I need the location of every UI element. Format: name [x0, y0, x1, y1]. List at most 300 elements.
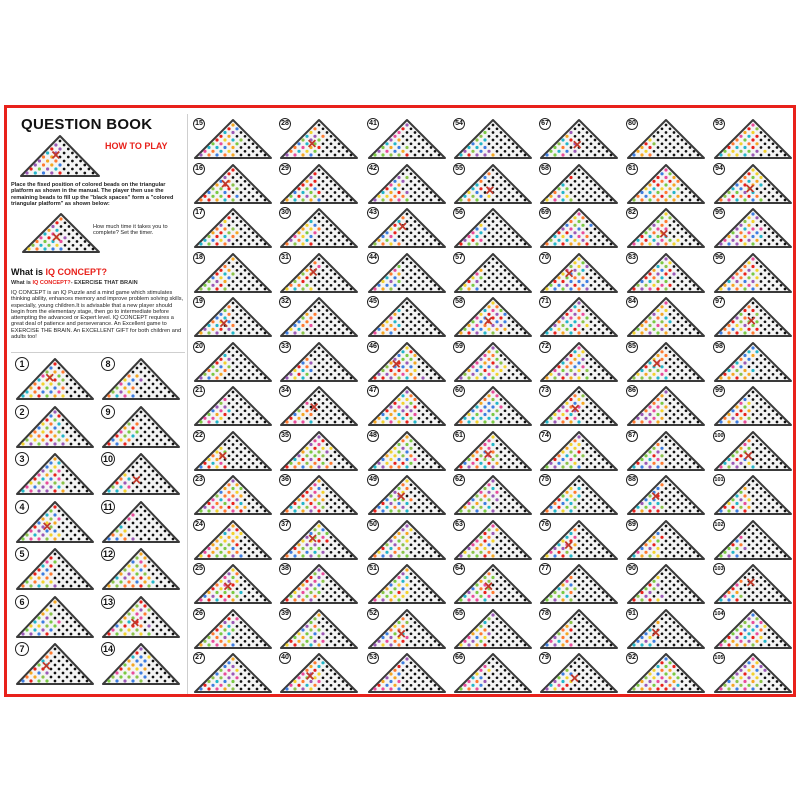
empty-hole — [310, 280, 313, 283]
empty-hole — [62, 664, 65, 667]
empty-hole — [594, 458, 597, 461]
empty-hole — [500, 220, 503, 223]
empty-hole — [500, 576, 503, 579]
color-bead — [565, 187, 568, 190]
color-bead — [668, 261, 671, 264]
empty-hole — [598, 676, 601, 679]
empty-hole — [598, 372, 601, 375]
empty-hole — [414, 317, 417, 320]
puzzle-number: 32 — [279, 296, 291, 308]
empty-hole — [602, 688, 605, 691]
empty-hole — [665, 599, 668, 602]
empty-hole — [693, 550, 696, 553]
empty-hole — [248, 332, 251, 335]
color-bead — [479, 135, 482, 138]
color-bead — [393, 328, 396, 331]
color-bead — [41, 517, 44, 520]
empty-hole — [508, 228, 511, 231]
color-bead — [49, 556, 52, 559]
empty-hole — [228, 224, 231, 227]
empty-hole — [681, 198, 684, 201]
empty-hole — [338, 187, 341, 190]
color-bead — [397, 420, 400, 423]
empty-hole — [508, 554, 511, 557]
empty-hole — [697, 198, 700, 201]
empty-hole — [748, 365, 751, 368]
empty-hole — [168, 581, 171, 584]
color-bead — [285, 198, 288, 201]
color-bead — [483, 131, 486, 134]
empty-hole — [406, 613, 409, 616]
color-bead — [751, 212, 754, 215]
empty-hole — [677, 142, 680, 145]
empty-hole — [578, 636, 581, 639]
color-bead — [561, 635, 564, 638]
empty-hole — [594, 287, 597, 290]
color-bead — [668, 179, 671, 182]
empty-hole — [484, 688, 487, 691]
empty-hole — [504, 550, 507, 553]
color-bead — [751, 220, 754, 223]
empty-hole — [516, 636, 519, 639]
color-bead — [289, 684, 292, 687]
color-bead — [751, 346, 754, 349]
color-bead — [413, 405, 416, 408]
empty-hole — [508, 591, 511, 594]
color-bead — [573, 587, 576, 590]
empty-hole — [75, 172, 78, 175]
color-bead — [297, 595, 300, 598]
empty-hole — [669, 446, 672, 449]
color-bead — [491, 465, 494, 468]
color-bead — [467, 331, 470, 334]
empty-hole — [520, 684, 523, 687]
empty-hole — [492, 183, 495, 186]
color-bead — [131, 537, 134, 540]
empty-hole — [256, 688, 259, 691]
color-bead — [664, 279, 667, 282]
puzzle-number: 54 — [453, 118, 465, 130]
color-bead — [227, 313, 230, 316]
empty-hole — [236, 150, 239, 153]
empty-hole — [338, 595, 341, 598]
color-bead — [309, 227, 312, 230]
color-bead — [135, 675, 138, 678]
empty-hole — [330, 194, 333, 197]
empty-hole — [512, 239, 515, 242]
empty-hole — [693, 684, 696, 687]
color-bead — [131, 386, 134, 389]
puzzle-card — [193, 430, 273, 472]
color-bead — [640, 502, 643, 505]
empty-hole — [80, 236, 83, 239]
color-bead — [199, 509, 202, 512]
color-bead — [297, 461, 300, 464]
empty-hole — [236, 439, 239, 442]
color-bead — [131, 378, 134, 381]
color-bead — [561, 583, 564, 586]
empty-hole — [504, 276, 507, 279]
puzzle-number: 89 — [626, 519, 638, 531]
color-bead — [377, 595, 380, 598]
empty-hole — [677, 491, 680, 494]
empty-hole — [160, 383, 163, 386]
empty-hole — [586, 539, 589, 542]
empty-hole — [602, 191, 605, 194]
puzzle-card — [539, 652, 619, 694]
empty-hole — [326, 487, 329, 490]
empty-hole — [326, 421, 329, 424]
empty-hole — [58, 565, 61, 568]
color-bead — [405, 457, 408, 460]
empty-hole — [66, 525, 69, 528]
empty-hole — [342, 458, 345, 461]
empty-hole — [74, 478, 77, 481]
empty-hole — [140, 537, 143, 540]
empty-hole — [500, 198, 503, 201]
color-bead — [285, 598, 288, 601]
color-bead — [401, 454, 404, 457]
puzzle-triangle — [626, 474, 706, 516]
empty-hole — [772, 194, 775, 197]
color-bead — [483, 591, 486, 594]
color-bead — [289, 506, 292, 509]
color-bead — [573, 350, 576, 353]
empty-hole — [164, 482, 167, 485]
empty-hole — [673, 354, 676, 357]
empty-hole — [54, 616, 57, 619]
empty-hole — [500, 176, 503, 179]
empty-hole — [418, 446, 421, 449]
empty-hole — [70, 616, 73, 619]
color-bead — [475, 227, 478, 230]
empty-hole — [772, 142, 775, 145]
empty-hole — [677, 328, 680, 331]
empty-hole — [78, 482, 81, 485]
empty-hole — [582, 372, 585, 375]
color-bead — [640, 546, 643, 549]
empty-hole — [776, 198, 779, 201]
empty-hole — [240, 443, 243, 446]
color-bead — [373, 153, 376, 156]
empty-hole — [500, 636, 503, 639]
empty-hole — [160, 620, 163, 623]
empty-hole — [422, 554, 425, 557]
color-bead — [45, 473, 48, 476]
empty-hole — [681, 376, 684, 379]
color-bead — [731, 283, 734, 286]
empty-hole — [653, 150, 656, 153]
color-bead — [397, 131, 400, 134]
color-bead — [479, 676, 482, 679]
color-bead — [664, 175, 667, 178]
color-bead — [553, 598, 556, 601]
color-bead — [545, 242, 548, 245]
color-bead — [577, 346, 580, 349]
color-bead — [227, 528, 230, 531]
color-bead — [640, 324, 643, 327]
color-bead — [739, 150, 742, 153]
empty-hole — [342, 376, 345, 379]
empty-hole — [677, 135, 680, 138]
empty-hole — [228, 261, 231, 264]
color-bead — [301, 242, 304, 245]
empty-hole — [772, 320, 775, 323]
empty-hole — [334, 406, 337, 409]
color-bead — [656, 420, 659, 423]
empty-hole — [504, 491, 507, 494]
puzzle-number: 38 — [279, 563, 291, 575]
color-bead — [640, 331, 643, 334]
color-bead — [672, 183, 675, 186]
color-bead — [215, 368, 218, 371]
empty-hole — [240, 465, 243, 468]
color-bead — [648, 287, 651, 290]
empty-hole — [322, 172, 325, 175]
empty-hole — [582, 142, 585, 145]
empty-hole — [570, 688, 573, 691]
color-bead — [385, 684, 388, 687]
empty-hole — [582, 676, 585, 679]
color-bead — [313, 179, 316, 182]
color-bead — [215, 465, 218, 468]
color-bead — [219, 357, 222, 360]
empty-hole — [418, 320, 421, 323]
color-bead — [405, 123, 408, 126]
empty-hole — [760, 354, 763, 357]
color-bead — [479, 187, 482, 190]
empty-hole — [760, 332, 763, 335]
empty-hole — [760, 361, 763, 364]
empty-hole — [606, 595, 609, 598]
empty-hole — [66, 533, 69, 536]
empty-hole — [322, 624, 325, 627]
empty-hole — [508, 376, 511, 379]
empty-hole — [776, 243, 779, 246]
color-bead — [393, 135, 396, 138]
color-bead — [483, 413, 486, 416]
empty-hole — [669, 328, 672, 331]
empty-hole — [685, 187, 688, 190]
empty-hole — [406, 599, 409, 602]
color-bead — [223, 131, 226, 134]
color-bead — [397, 665, 400, 668]
empty-hole — [669, 617, 672, 620]
empty-hole — [586, 621, 589, 624]
empty-hole — [318, 154, 321, 157]
puzzle-card — [453, 118, 533, 160]
empty-hole — [252, 409, 255, 412]
color-bead — [37, 568, 40, 571]
empty-hole — [504, 150, 507, 153]
color-bead — [51, 247, 54, 250]
color-bead — [397, 242, 400, 245]
color-bead — [569, 279, 572, 282]
color-bead — [471, 365, 474, 368]
color-bead — [652, 669, 655, 672]
puzzle-card — [101, 595, 181, 639]
empty-hole — [414, 547, 417, 550]
empty-hole — [500, 495, 503, 498]
empty-hole — [78, 585, 81, 588]
empty-hole — [414, 228, 417, 231]
color-bead — [123, 671, 126, 674]
empty-hole — [574, 639, 577, 642]
empty-hole — [350, 643, 353, 646]
empty-hole — [410, 669, 413, 672]
empty-hole — [140, 418, 143, 421]
color-bead — [223, 531, 226, 534]
empty-hole — [342, 235, 345, 238]
color-bead — [293, 643, 296, 646]
color-bead — [409, 402, 412, 405]
empty-hole — [673, 361, 676, 364]
empty-hole — [586, 591, 589, 594]
empty-hole — [334, 680, 337, 683]
color-bead — [672, 687, 675, 690]
puzzle-triangle — [539, 474, 619, 516]
color-bead — [660, 216, 663, 219]
empty-hole — [598, 320, 601, 323]
empty-hole — [244, 461, 247, 464]
color-bead — [483, 635, 486, 638]
empty-hole — [256, 191, 259, 194]
puzzle-triangle — [193, 474, 273, 516]
color-bead — [577, 264, 580, 267]
empty-hole — [602, 287, 605, 290]
empty-hole — [144, 517, 147, 520]
color-bead — [676, 239, 679, 242]
empty-hole — [248, 628, 251, 631]
empty-hole — [426, 142, 429, 145]
color-bead — [656, 442, 659, 445]
empty-hole — [760, 191, 763, 194]
color-bead — [495, 365, 498, 368]
color-bead — [467, 546, 470, 549]
color-bead — [45, 465, 48, 468]
color-bead — [305, 506, 308, 509]
color-bead — [577, 287, 580, 290]
color-bead — [569, 554, 572, 557]
empty-hole — [322, 179, 325, 182]
color-bead — [644, 498, 647, 501]
empty-hole — [236, 372, 239, 375]
empty-hole — [248, 406, 251, 409]
color-bead — [49, 572, 52, 575]
color-bead — [660, 224, 663, 227]
color-bead — [35, 240, 38, 243]
empty-hole — [586, 502, 589, 505]
empty-hole — [350, 287, 353, 290]
empty-hole — [496, 617, 499, 620]
empty-hole — [314, 305, 317, 308]
color-bead — [215, 457, 218, 460]
empty-hole — [342, 688, 345, 691]
empty-hole — [410, 224, 413, 227]
empty-hole — [504, 283, 507, 286]
color-bead — [648, 643, 651, 646]
empty-hole — [752, 398, 755, 401]
color-bead — [401, 461, 404, 464]
empty-hole — [689, 191, 692, 194]
empty-hole — [418, 283, 421, 286]
color-bead — [215, 672, 218, 675]
color-bead — [297, 409, 300, 412]
empty-hole — [248, 154, 251, 157]
puzzle-card — [626, 474, 706, 516]
color-bead — [491, 420, 494, 423]
empty-hole — [334, 146, 337, 149]
empty-hole — [232, 191, 235, 194]
color-bead — [305, 543, 308, 546]
empty-hole — [661, 127, 664, 130]
empty-hole — [322, 224, 325, 227]
empty-hole — [689, 413, 692, 416]
color-bead — [53, 434, 56, 437]
empty-hole — [488, 239, 491, 242]
empty-hole — [760, 398, 763, 401]
empty-hole — [508, 510, 511, 513]
color-bead — [557, 328, 560, 331]
color-bead — [301, 183, 304, 186]
color-bead — [385, 409, 388, 412]
empty-hole — [414, 465, 417, 468]
color-bead — [751, 227, 754, 230]
color-bead — [309, 502, 312, 505]
empty-hole — [508, 243, 511, 246]
empty-hole — [148, 474, 151, 477]
color-bead — [743, 146, 746, 149]
empty-hole — [685, 676, 688, 679]
color-bead — [385, 417, 388, 420]
color-bead — [747, 231, 750, 234]
empty-hole — [350, 465, 353, 468]
empty-hole — [689, 369, 692, 372]
color-bead — [207, 287, 210, 290]
empty-hole — [410, 639, 413, 642]
color-bead — [305, 491, 308, 494]
color-bead — [727, 376, 730, 379]
color-bead — [735, 316, 738, 319]
empty-hole — [677, 543, 680, 546]
color-bead — [41, 659, 44, 662]
color-bead — [42, 155, 45, 158]
color-bead — [313, 669, 316, 672]
color-bead — [636, 283, 639, 286]
color-bead — [723, 328, 726, 331]
color-bead — [313, 498, 316, 501]
color-bead — [739, 187, 742, 190]
empty-hole — [657, 146, 660, 149]
color-bead — [503, 365, 506, 368]
color-bead — [569, 324, 572, 327]
color-bead — [475, 287, 478, 290]
empty-hole — [496, 669, 499, 672]
empty-hole — [140, 513, 143, 516]
color-bead — [285, 465, 288, 468]
color-bead — [397, 183, 400, 186]
empty-hole — [256, 146, 259, 149]
empty-hole — [768, 272, 771, 275]
empty-hole — [410, 535, 413, 538]
empty-hole — [330, 587, 333, 590]
color-bead — [111, 390, 114, 393]
color-bead — [61, 489, 64, 492]
empty-hole — [244, 402, 247, 405]
empty-hole — [586, 421, 589, 424]
empty-hole — [136, 414, 139, 417]
puzzle-card — [453, 207, 533, 249]
